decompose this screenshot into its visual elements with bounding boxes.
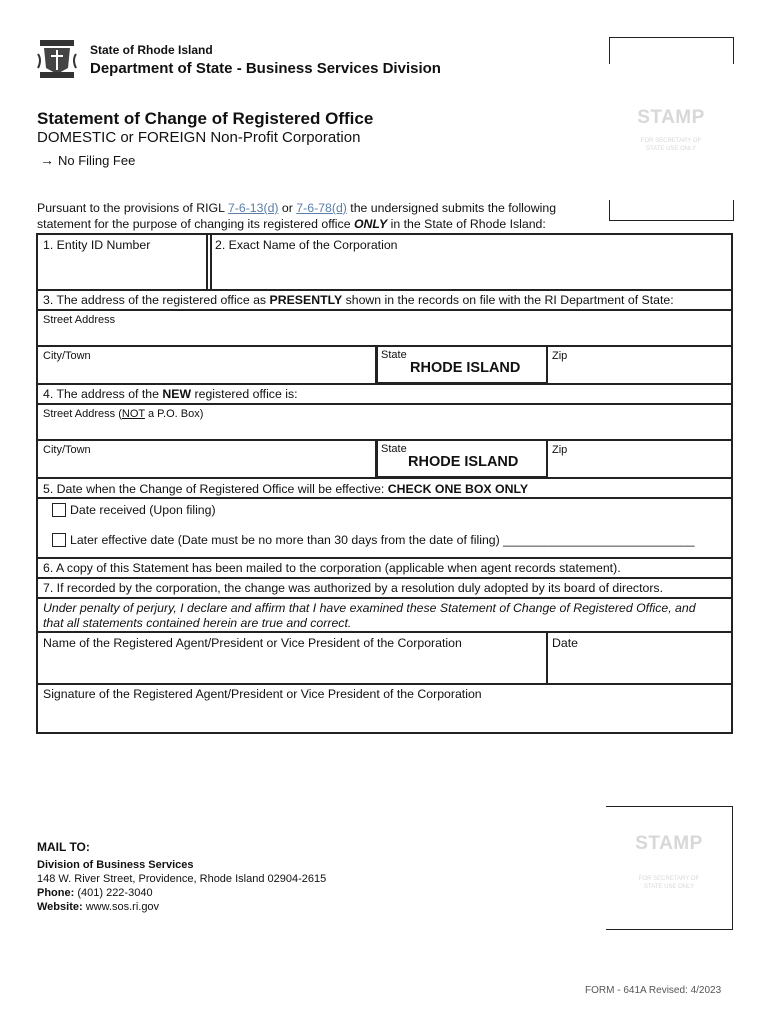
agent-name-field[interactable] bbox=[43, 653, 543, 679]
rhode-island-seal-icon bbox=[36, 38, 78, 80]
rigl-link-7-6-13[interactable]: 7-6-13(d) bbox=[227, 201, 279, 215]
rigl-link-7-6-78[interactable]: 7-6-78(d) bbox=[296, 201, 347, 215]
new-zip-field[interactable] bbox=[552, 457, 722, 473]
present-state-value: RHODE ISLAND bbox=[410, 360, 521, 376]
later-date-checkbox[interactable] bbox=[52, 533, 66, 547]
new-city-label: City/Town bbox=[43, 444, 91, 456]
perjury-line-1: Under penalty of perjury, I declare and affirm that I have examined these Statement of Change of Registered Office, and bbox=[43, 601, 696, 615]
present-street-field[interactable] bbox=[43, 327, 723, 343]
intro-text-3: the undersigned submits the following statement for the purpose of changing its registered office bbox=[37, 201, 557, 231]
date-label: Date bbox=[552, 636, 578, 650]
new-city-field[interactable] bbox=[43, 457, 373, 473]
perjury-statement bbox=[43, 601, 728, 631]
mail-phone: Phone: (401) 222-3040 bbox=[37, 887, 153, 899]
new-street-field[interactable] bbox=[43, 421, 723, 437]
form-footer: FORM - 641A Revised: 4/2023 bbox=[585, 985, 722, 996]
stamp-box bbox=[610, 37, 732, 221]
intro-paragraph bbox=[37, 200, 597, 232]
intro-text-1: Pursuant to the provisions of RIGL bbox=[37, 201, 228, 215]
signature-field[interactable] bbox=[43, 703, 723, 729]
date-received-checkbox[interactable] bbox=[52, 503, 66, 517]
later-date-label: Later effective date (Date must be no more than 30 days from the date of filing) ____________________________ bbox=[70, 533, 695, 547]
mail-website: Website: www.sos.ri.gov bbox=[37, 901, 160, 913]
present-zip-label: Zip bbox=[552, 350, 568, 362]
new-state-label: State bbox=[381, 443, 407, 455]
q7-text: 7. If recorded by the corporation, the change was authorized by a resolution duly adopted by its board of directors. bbox=[43, 581, 663, 595]
q3-label: 3. The address of the registered office as PRESENTLY shown in the records on file with the RI Department of State: bbox=[43, 293, 674, 307]
intro-only: ONLY bbox=[353, 217, 388, 231]
stamp-box-top bbox=[609, 37, 734, 64]
q5-label: 5. Date when the Change of Registered Office will be effective: CHECK ONE BOX ONLY bbox=[43, 482, 529, 496]
page-subtitle: DOMESTIC or FOREIGN Non-Profit Corporation bbox=[37, 129, 361, 146]
website-link[interactable]: www.sos.ri.gov bbox=[82, 901, 160, 913]
state-name: State of Rhode Island bbox=[90, 43, 213, 57]
fee-note bbox=[40, 152, 135, 168]
present-zip-field[interactable] bbox=[552, 363, 722, 379]
intro-text-2: or bbox=[278, 201, 297, 215]
agent-name-label: Name of the Registered Agent/President or Vice President of the Corporation bbox=[43, 636, 462, 650]
new-state-value: RHODE ISLAND bbox=[408, 454, 519, 470]
exact-name-field[interactable] bbox=[215, 251, 725, 285]
stamp-note: FOR SECRETARY OF STATE USE ONLY bbox=[640, 138, 702, 152]
stamp-box-bottom bbox=[606, 806, 733, 930]
fee-note-text: No Filing Fee bbox=[58, 153, 136, 168]
exact-name-label: 2. Exact Name of the Corporation bbox=[215, 238, 398, 252]
new-zip-label: Zip bbox=[552, 444, 568, 456]
entity-id-field[interactable] bbox=[43, 251, 203, 285]
present-street-label: Street Address bbox=[43, 314, 116, 326]
present-city-label: City/Town bbox=[43, 350, 91, 362]
mail-to-block bbox=[37, 840, 326, 914]
mail-to-heading: MAIL TO: bbox=[37, 840, 90, 854]
date-received-label: Date received (Upon filing) bbox=[70, 503, 216, 517]
q4-label: 4. The address of the NEW registered office is: bbox=[43, 387, 298, 401]
date-field[interactable] bbox=[552, 653, 722, 679]
stamp-label-bottom: STAMP bbox=[635, 833, 703, 854]
new-street-label: Street Address (NOT a P.O. Box) bbox=[43, 408, 204, 420]
arrow-right-icon: → bbox=[40, 152, 54, 168]
perjury-line-2: that all statements contained herein are true and correct. bbox=[43, 616, 352, 630]
signature-label: Signature of the Registered Agent/President or Vice President of the Corporation bbox=[43, 687, 482, 701]
entity-id-label: 1. Entity ID Number bbox=[43, 238, 151, 252]
present-state-label: State bbox=[381, 349, 407, 361]
mail-address: 148 W. River Street, Providence, Rhode Island 02904-2615 bbox=[37, 873, 327, 885]
mail-division: Division of Business Services bbox=[37, 859, 194, 871]
department-name: Department of State - Business Services Division bbox=[90, 60, 441, 77]
q6-text: 6. A copy of this Statement has been mailed to the corporation (applicable when agent records statement). bbox=[43, 561, 621, 575]
form-table bbox=[36, 233, 733, 734]
stamp-label: STAMP bbox=[637, 107, 705, 128]
stamp-note-bottom: FOR SECRETARY OF STATE USE ONLY bbox=[638, 876, 700, 890]
intro-text-4: in the State of Rhode Island: bbox=[387, 217, 546, 231]
present-city-field[interactable] bbox=[43, 363, 373, 379]
page-title: Statement of Change of Registered Office bbox=[37, 109, 374, 128]
